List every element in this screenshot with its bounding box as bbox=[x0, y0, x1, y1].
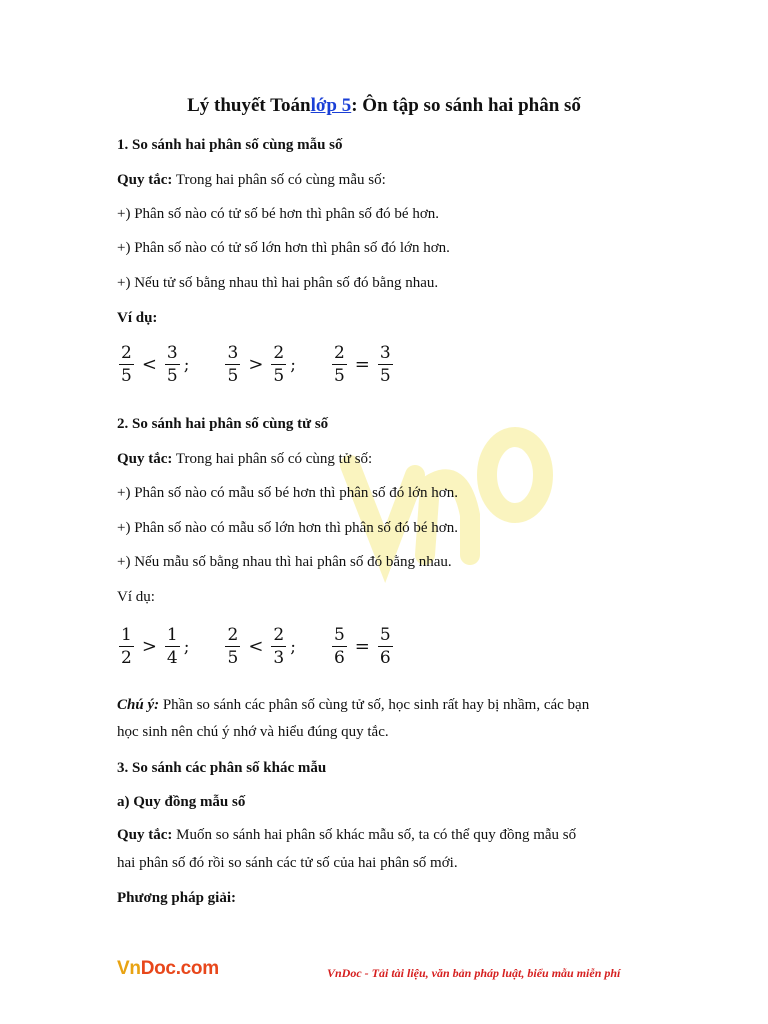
rule-label: Quy tắc: bbox=[117, 451, 173, 467]
rule-text: Trong hai phân số có cùng tử số: bbox=[172, 451, 373, 467]
comparison-operator: = bbox=[354, 354, 370, 375]
section-2-note-continued: học sinh nên chú ý nhớ và hiểu đúng quy tắc. bbox=[117, 724, 389, 740]
section-3-heading: 3. So sánh các phân số khác mẫu bbox=[117, 760, 327, 776]
fraction: $\frac{5}{6}$ bbox=[379, 625, 391, 668]
section-1-examples bbox=[117, 344, 431, 385]
section-2-heading: 2. So sánh hai phân số cùng tử số bbox=[117, 416, 329, 432]
rule-text: Muốn so sánh hai phân số khác mẫu số, ta có thể quy đồng mẫu số bbox=[172, 827, 577, 843]
title-prefix: Lý thuyết Toán bbox=[187, 95, 311, 116]
fraction: $\frac{2}{3}$ bbox=[273, 625, 285, 668]
example-comparison bbox=[330, 626, 397, 667]
fraction: $\frac{5}{6}$ bbox=[333, 625, 345, 668]
section-2-item-3: +) Nếu mẫu số bằng nhau thì hai phân số đó bằng nhau. bbox=[117, 554, 452, 570]
rule-label: Quy tắc: bbox=[117, 172, 173, 188]
section-2-rule bbox=[117, 451, 372, 468]
note-label: Chú ý: bbox=[117, 697, 160, 713]
fraction: $\frac{2}{5}$ bbox=[227, 625, 239, 668]
section-1-heading: 1. So sánh hai phân số cùng mẫu số bbox=[117, 137, 343, 153]
comparison-operator: = bbox=[354, 636, 370, 657]
fraction: $\frac{3}{5}$ bbox=[379, 343, 391, 386]
section-2-note bbox=[117, 697, 589, 714]
section-3a-heading: a) Quy đồng mẫu số bbox=[117, 794, 246, 810]
example-comparison: $\frac{1}{2}$ > $\frac{1}{4}$ ; bbox=[121, 625, 190, 668]
page-title bbox=[0, 95, 768, 117]
section-2-item-2: +) Phân số nào có mẫu số lớn hơn thì phân số đó bé hơn. bbox=[117, 520, 458, 536]
comparison-operator: < bbox=[248, 636, 264, 657]
section-1-item-3: +) Nếu tử số bằng nhau thì hai phân số đó bằng nhau. bbox=[117, 275, 439, 291]
section-1-item-2: +) Phân số nào có tử số lớn hơn thì phân số đó lớn hơn. bbox=[117, 240, 450, 256]
section-3-rule bbox=[117, 827, 576, 844]
fraction: $\frac{3}{5}$ bbox=[227, 343, 239, 386]
rule-label: Quy tắc: bbox=[117, 827, 173, 843]
comparison-operator: < bbox=[141, 354, 157, 375]
title-suffix: : Ôn tập so sánh hai phân số bbox=[351, 95, 581, 116]
vndoc-logo[interactable]: VnDoc.com bbox=[117, 958, 219, 979]
comparison-operator: > bbox=[141, 636, 157, 657]
fraction: $\frac{1}{4}$ bbox=[166, 625, 178, 668]
section-3-rule-continued: hai phân số đó rồi so sánh các tử số của hai phân số mới. bbox=[117, 855, 458, 871]
section-2-examples bbox=[117, 626, 431, 667]
section-1-rule bbox=[117, 172, 386, 189]
title-link-grade[interactable]: lớp 5 bbox=[310, 95, 352, 116]
note-text: Phần so sánh các phân số cùng tử số, học sinh rất hay bị nhầm, các bạn bbox=[159, 697, 590, 713]
method-heading: Phương pháp giải: bbox=[117, 890, 237, 906]
section-2-item-1: +) Phân số nào có mẫu số bé hơn thì phân số đó lớn hơn. bbox=[117, 485, 458, 501]
example-comparison bbox=[330, 344, 397, 385]
section-1-item-1: +) Phân số nào có tử số bé hơn thì phân số đó bé hơn. bbox=[117, 206, 440, 222]
example-comparison: $\frac{3}{5}$ > $\frac{2}{5}$ ; bbox=[227, 343, 296, 386]
example-comparison: $\frac{2}{5}$ < $\frac{3}{5}$ ; bbox=[121, 343, 190, 386]
rule-text: Trong hai phân số có cùng mẫu số: bbox=[172, 172, 386, 188]
fraction: $\frac{3}{5}$ bbox=[166, 343, 178, 386]
example-comparison: $\frac{2}{5}$ < $\frac{2}{3}$ ; bbox=[227, 625, 296, 668]
fraction: $\frac{2}{5}$ bbox=[273, 343, 285, 386]
comparison-operator: > bbox=[248, 354, 264, 375]
fraction: $\frac{2}{5}$ bbox=[121, 343, 132, 386]
fraction: $\frac{1}{2}$ bbox=[121, 625, 132, 668]
section-2-example-label: Ví dụ: bbox=[117, 589, 155, 605]
section-1-example-label: Ví dụ: bbox=[117, 310, 158, 326]
footer-tagline: VnDoc - Tải tài liệu, văn bản pháp luật, biểu mẫu miễn phí bbox=[327, 966, 621, 980]
fraction: $\frac{2}{5}$ bbox=[333, 343, 345, 386]
